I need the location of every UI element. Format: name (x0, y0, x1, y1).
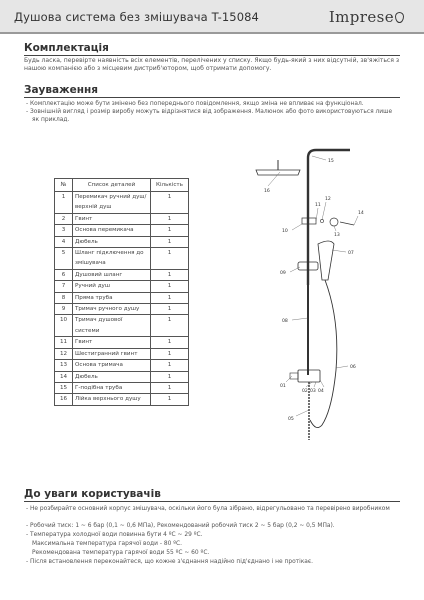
note-item: - Зовнішній вигляд і розмір виробу можуть відрізнятися від зображення. Малюнок або фото використовуються лише як приклад. (26, 109, 393, 124)
part-number: 5 (55, 248, 73, 270)
parts-row (55, 337, 189, 348)
attention-item: Максимальна температура гарячої води - 80 ºC. (32, 541, 182, 547)
part-number: 2 (55, 213, 73, 224)
parts-row (55, 382, 189, 393)
part-qty: 1 (151, 192, 189, 214)
part-number: 10 (55, 315, 73, 337)
part-number: 11 (55, 337, 73, 348)
callout-label: 10 (282, 229, 288, 234)
part-name: Шестигранний гвинт (73, 348, 151, 359)
part-number: 8 (55, 292, 73, 303)
part-qty: 1 (151, 225, 189, 236)
callout-label: 16 (264, 189, 270, 194)
parts-row (55, 292, 189, 303)
parts-row (55, 360, 189, 371)
part-number: 1 (55, 192, 73, 214)
callout-label: 01 (280, 384, 286, 389)
part-qty: 1 (151, 292, 189, 303)
complect-text: Будь ласка, перевірте наявність всіх елементів, перелічених у списку. Якщо будь-який з них відсутній, зв'яжіться з нашою компанією або з місцевим дистриб'ютором, щоб отримати допомогу. (24, 57, 400, 73)
part-qty: 1 (151, 269, 189, 280)
callout-label: 06 (350, 365, 356, 370)
parts-row (55, 192, 189, 214)
part-number: 9 (55, 304, 73, 315)
part-qty: 1 (151, 371, 189, 382)
part-qty: 1 (151, 213, 189, 224)
part-qty: 1 (151, 337, 189, 348)
parts-row (55, 213, 189, 224)
parts-row (55, 248, 189, 270)
parts-row (55, 315, 189, 337)
attention-rule (24, 501, 400, 502)
dowel-part (340, 222, 354, 225)
parts-body (55, 192, 189, 406)
part-number: 4 (55, 236, 73, 247)
part-qty: 1 (151, 304, 189, 315)
part-name: Основа перемикача (73, 225, 151, 236)
diverter-lever (290, 373, 298, 379)
part-name: Душовий шланг (73, 269, 151, 280)
part-name: Тримач ручного душу (73, 304, 151, 315)
part-name: Шланг підключення до змішувача (73, 248, 151, 270)
callout-label: 09 (280, 271, 286, 276)
callout-label: 03 (310, 389, 316, 394)
col-name: Список деталей (73, 179, 151, 192)
part-qty: 1 (151, 315, 189, 337)
shower-hose (310, 280, 337, 428)
part-number: 3 (55, 225, 73, 236)
header-bar (0, 0, 424, 34)
part-name: Гвинт (73, 337, 151, 348)
parts-row (55, 394, 189, 405)
part-name: Дюбель (73, 371, 151, 382)
part-name: Гвинт (73, 213, 151, 224)
callout-label: 05 (288, 417, 294, 422)
col-qty: Кількість (151, 179, 189, 192)
note-item: - Комплектацію може бути змінено без попереднього повідомлення, якщо зміна не впливає на функціонал. (26, 101, 364, 107)
part-name: Ручний душ (73, 281, 151, 292)
callout-label: 08 (282, 319, 288, 324)
part-qty: 1 (151, 281, 189, 292)
l-shaped-pipe (308, 150, 350, 285)
col-number: № (55, 179, 73, 192)
attention-item: - Не розбирайте основний корпус змішувача, оскільки його була зібрано, відрегульовано та перевірено виробником (26, 506, 390, 512)
part-number: 15 (55, 382, 73, 393)
brand-logo: Imprese (329, 8, 404, 26)
part-qty: 1 (151, 382, 189, 393)
part-qty: 1 (151, 236, 189, 247)
part-name: Основа тримача (73, 360, 151, 371)
part-qty: 1 (151, 248, 189, 270)
attention-item: - Після встановлення переконайтеся, що кожне з'єднання надійно під'єднано і не протікає. (26, 559, 314, 565)
callout-label: 07 (348, 251, 354, 256)
part-name: Пряма труба (73, 292, 151, 303)
parts-row (55, 281, 189, 292)
parts-row (55, 236, 189, 247)
complect-rule (24, 55, 400, 56)
part-name: Тримач душової системи (73, 315, 151, 337)
part-name: Г-подібна труба (73, 382, 151, 393)
attention-heading: До уваги користувачів (24, 488, 161, 500)
part-number: 13 (55, 360, 73, 371)
attention-item: - Температура холодної води повинна бути 4 ºC ~ 29 ºC. (26, 532, 203, 538)
parts-row (55, 269, 189, 280)
attention-item: - Робочий тиск: 1 ~ 6 бар (0,1 ~ 0,6 МПа), Рекомендований робочий тиск 2 ~ 5 бар (0,2 ~ 0,5 МПа). (26, 523, 335, 529)
parts-row (55, 304, 189, 315)
parts-row (55, 371, 189, 382)
part-qty: 1 (151, 360, 189, 371)
shower-system-diagram (264, 140, 382, 475)
attention-item: Рекомендована температура гарячої води 55 ºC ~ 60 ºC. (32, 550, 210, 556)
callout-label: 02 (302, 389, 308, 394)
callout-label: 15 (328, 159, 334, 164)
part-name: Дюбель (73, 236, 151, 247)
part-number: 6 (55, 269, 73, 280)
callout-label: 04 (318, 389, 324, 394)
callout-label: 11 (315, 203, 321, 208)
part-number: 14 (55, 371, 73, 382)
parts-header-row (55, 179, 189, 192)
part-name: Лійка верхнього душу (73, 394, 151, 405)
part-number: 16 (55, 394, 73, 405)
bracket-base-part (330, 218, 338, 226)
water-drop-icon (395, 12, 404, 23)
notes-rule (24, 97, 400, 98)
part-qty: 1 (151, 348, 189, 359)
parts-row (55, 225, 189, 236)
document-title: Душова система без змішувача T-15084 (14, 10, 259, 24)
notes-heading: Зауваження (24, 84, 98, 96)
part-number: 7 (55, 281, 73, 292)
callout-label: 14 (358, 211, 364, 216)
hand-shower (318, 241, 334, 280)
part-number: 12 (55, 348, 73, 359)
part-name: Перемикач ручний душ/верхній душ (73, 192, 151, 214)
parts-row (55, 348, 189, 359)
complect-heading: Комплектація (24, 42, 109, 54)
callout-label: 13 (334, 233, 340, 238)
parts-table (54, 178, 189, 406)
callout-label: 12 (325, 197, 331, 202)
part-qty: 1 (151, 394, 189, 405)
